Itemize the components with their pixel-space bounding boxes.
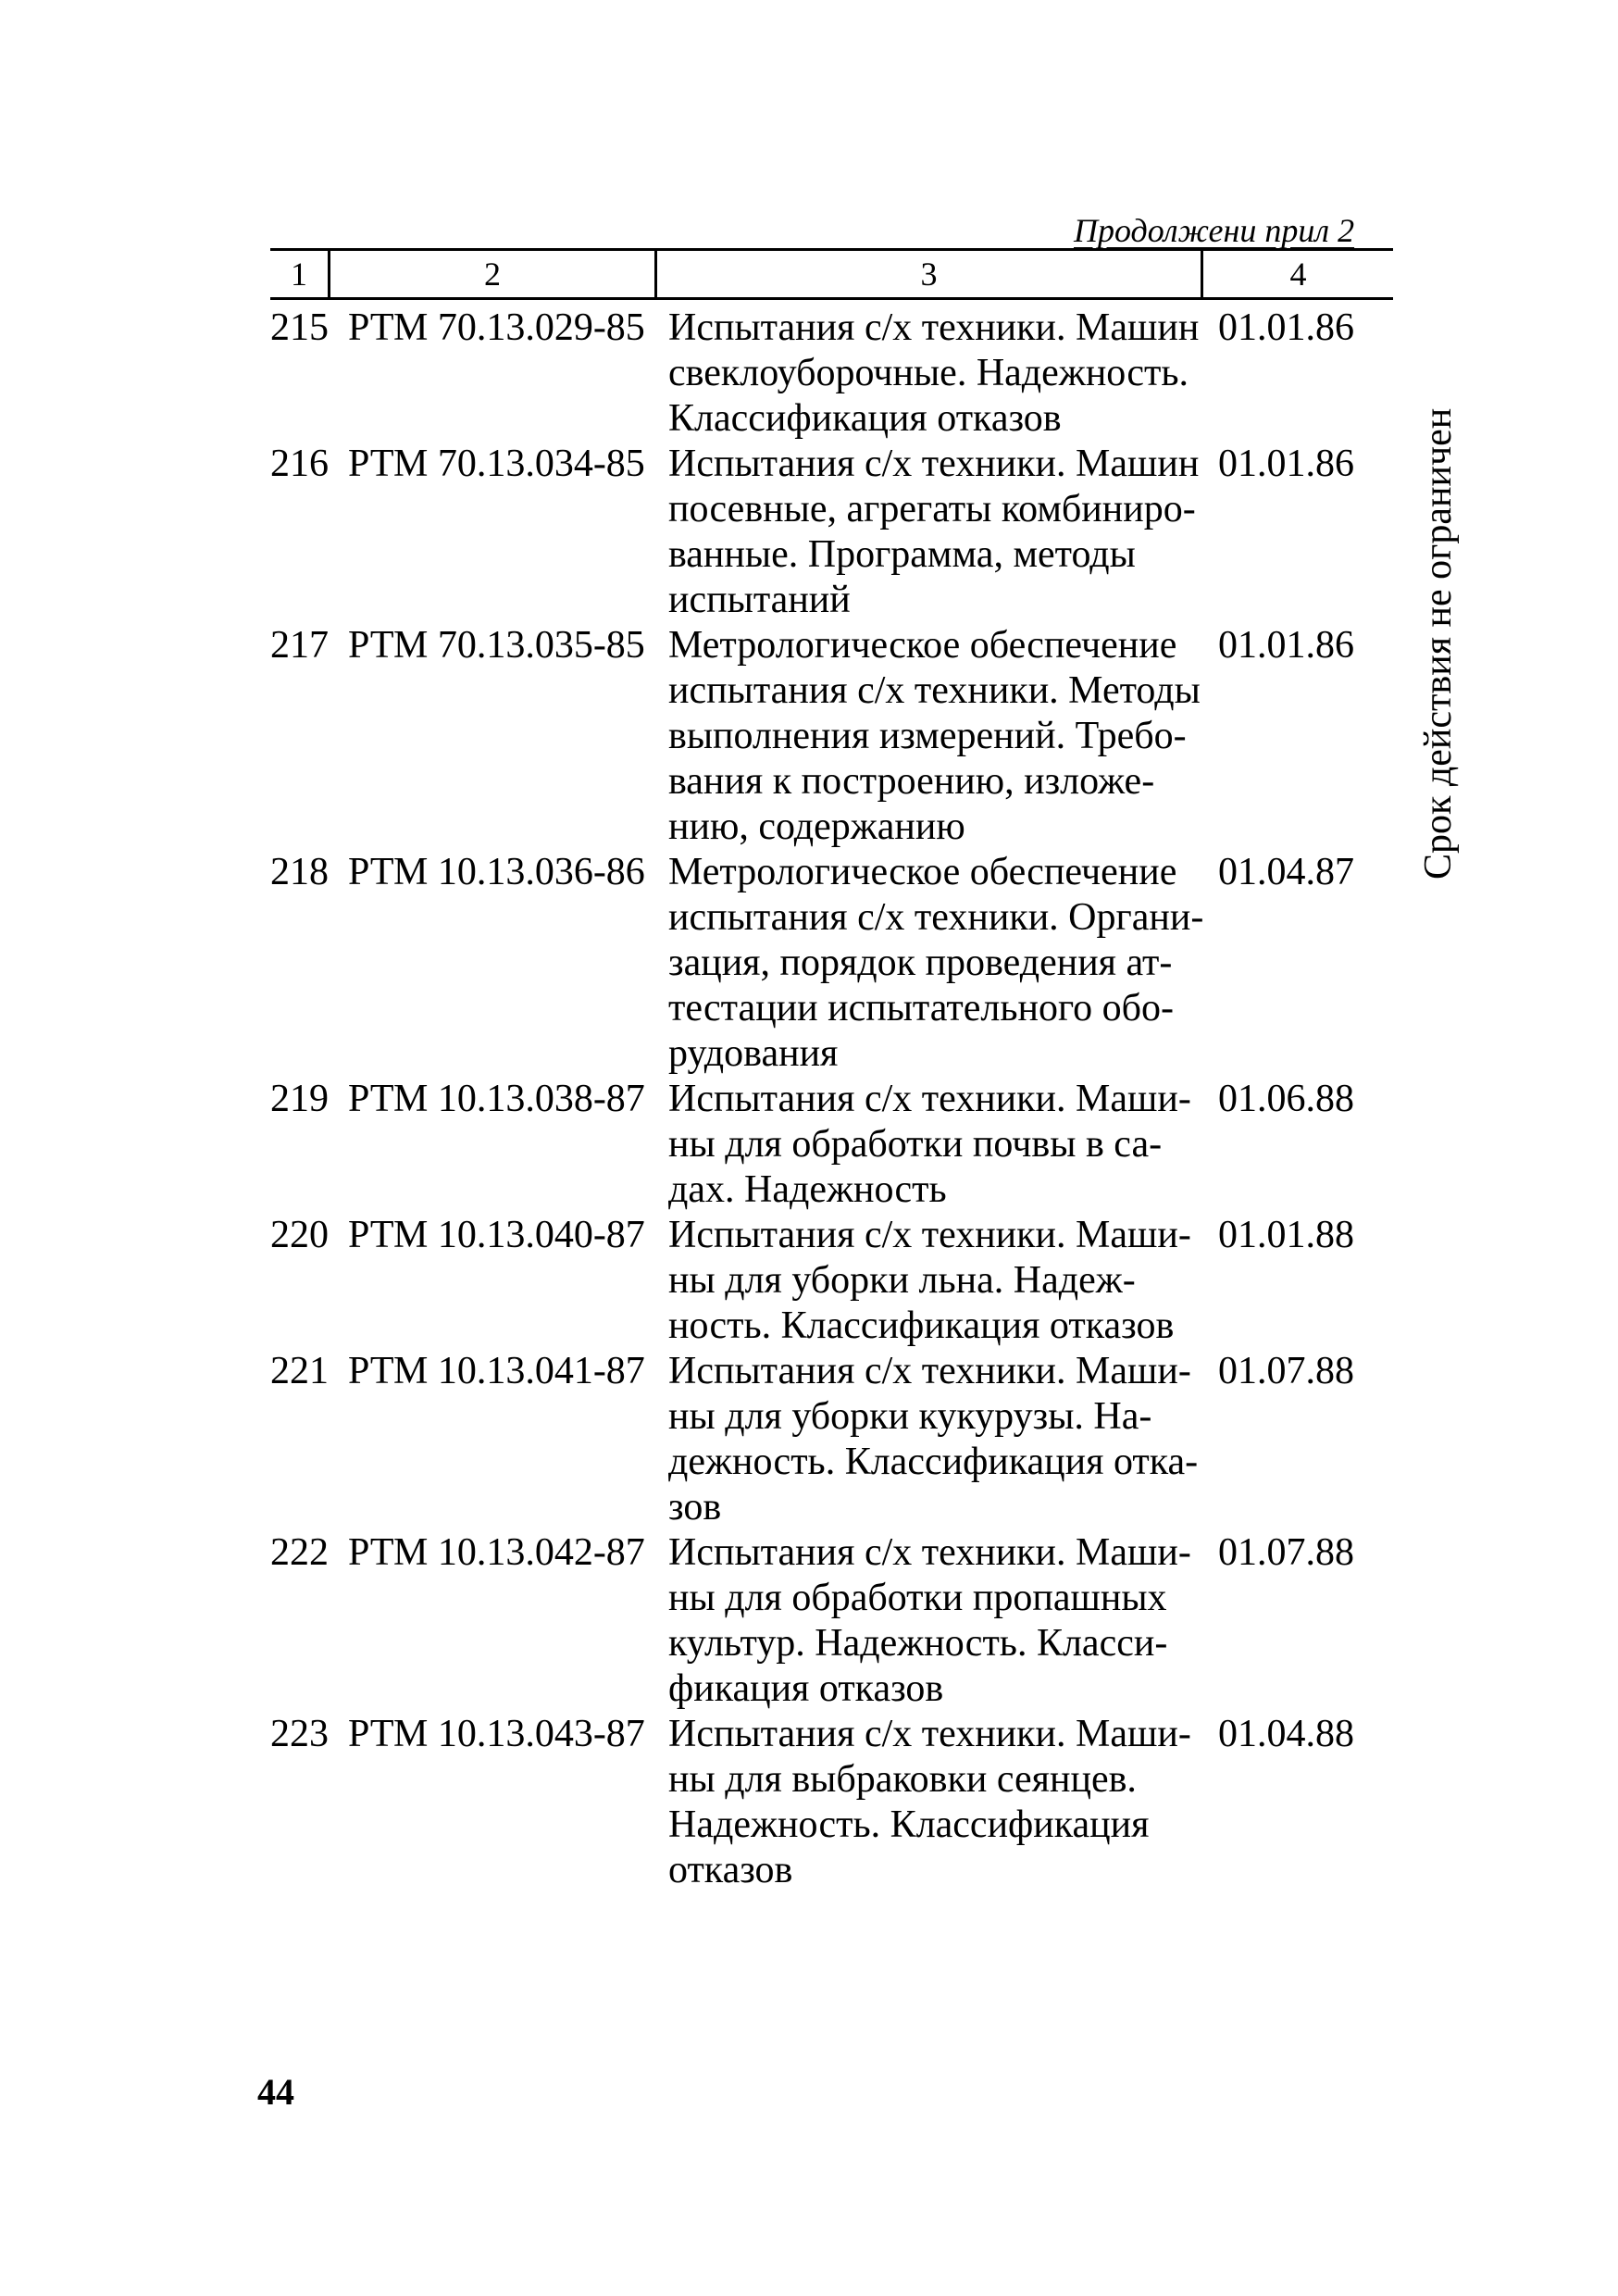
row-number: 223 [270,1713,329,1755]
row-number: 219 [270,1078,329,1120]
header-col-3: 3 [920,256,938,293]
title-line: ны для выбраковки сеянцев. [668,1758,1137,1801]
title-line: ны для обработки пропашных [668,1577,1167,1619]
header-col-1: 1 [291,256,307,293]
title-line: ность. Классификация отказов [668,1304,1175,1347]
title-line: Испытания с/х техники. Маши- [668,1531,1191,1574]
title-line: ны для уборки кукурузы. На- [668,1395,1152,1438]
title-line: культур. Надежность. Класси- [668,1622,1168,1665]
title-line: отказов [668,1849,793,1891]
document-code: РТМ 70.13.029-85 [348,306,645,349]
table-row [270,306,1393,442]
title-line: испытания с/х техники. Методы [668,669,1201,712]
document-code: РТМ 70.13.035-85 [348,624,645,667]
effective-date: 01.04.88 [1218,1713,1354,1755]
title-line: зов [668,1486,722,1529]
validity-note: Срок действия не ограничен [1417,407,1460,880]
document-title [668,1077,1191,1213]
document-title [668,850,1203,1077]
table-body [270,306,1393,1893]
title-line: Испытания с/х техники. Маши- [668,1350,1191,1392]
effective-date: 01.01.88 [1218,1214,1354,1256]
document-code: РТМ 10.13.036-86 [348,851,645,893]
header-col-4: 4 [1289,256,1307,293]
title-line: Надежность. Классификация [668,1803,1150,1846]
document-code: РТМ 10.13.038-87 [348,1078,645,1120]
document-title [668,442,1199,623]
title-line: Испытания с/х техники. Маши- [668,1713,1191,1755]
document-title [668,1712,1191,1893]
effective-date: 01.01.86 [1218,624,1354,667]
document-code: РТМ 70.13.034-85 [348,443,645,485]
effective-date: 01.06.88 [1218,1078,1354,1120]
title-line: выполнения измерений. Требо- [668,715,1187,757]
title-line: нию, содержанию [668,805,965,848]
document-title [668,1349,1198,1530]
row-number: 216 [270,443,329,485]
table-row [270,1712,1393,1893]
effective-date: 01.07.88 [1218,1531,1354,1574]
table-row [270,442,1393,623]
table-row [270,1213,1393,1349]
title-line: Испытания с/х техники. Маши- [668,1214,1191,1256]
row-number: 215 [270,306,329,349]
table-row [270,850,1393,1077]
table-row [270,1077,1393,1213]
title-line: ны для уборки льна. Надеж- [668,1259,1136,1302]
title-line: тестации испытательного обо- [668,987,1174,1029]
title-line: ванные. Программа, методы [668,533,1136,576]
row-number: 221 [270,1350,329,1392]
table-header [270,248,1393,300]
row-number: 218 [270,851,329,893]
row-number: 217 [270,624,329,667]
table-row [270,623,1393,850]
title-line: Метрологическое обеспечение [668,851,1177,893]
effective-date: 01.01.86 [1218,443,1354,485]
title-line: Испытания с/х техники. Машин [668,306,1200,349]
title-line: ны для обработки почвы в са- [668,1123,1163,1166]
document-code: РТМ 10.13.040-87 [348,1214,645,1256]
table-row [270,1530,1393,1712]
title-line: Испытания с/х техники. Маши- [668,1078,1191,1120]
header-col-2: 2 [484,256,501,293]
continuation-label: Продолжени прил 2 [1074,212,1355,249]
title-line: испытаний [668,579,851,621]
page-number: 44 [257,2071,294,2113]
document-code: РТМ 10.13.041-87 [348,1350,645,1392]
document-title [668,623,1201,850]
document-title [668,306,1199,442]
title-line: дах. Надежность [668,1168,947,1211]
document-code: РТМ 10.13.042-87 [348,1531,645,1574]
title-line: дежность. Классификация отка- [668,1441,1199,1483]
title-line: свеклоуборочные. Надежность. [668,352,1189,394]
effective-date: 01.04.87 [1218,851,1354,893]
row-number: 222 [270,1531,329,1574]
title-line: зация, порядок проведения ат- [668,942,1173,984]
title-line: Классификация отказов [668,397,1062,440]
document-title [668,1530,1191,1712]
document-title [668,1213,1191,1349]
title-line: Испытания с/х техники. Машин [668,443,1200,485]
effective-date: 01.07.88 [1218,1350,1354,1392]
table-row [270,1349,1393,1530]
title-line: рудования [668,1032,839,1075]
title-line: испытания с/х техники. Органи- [668,896,1204,939]
title-line: Метрологическое обеспечение [668,624,1177,667]
title-line: посевные, агрегаты комбиниро- [668,488,1196,530]
document-code: РТМ 10.13.043-87 [348,1713,645,1755]
effective-date: 01.01.86 [1218,306,1354,349]
title-line: фикация отказов [668,1667,944,1710]
standards-table [270,248,1393,1893]
title-line: вания к построению, изложе- [668,760,1155,803]
row-number: 220 [270,1214,329,1256]
